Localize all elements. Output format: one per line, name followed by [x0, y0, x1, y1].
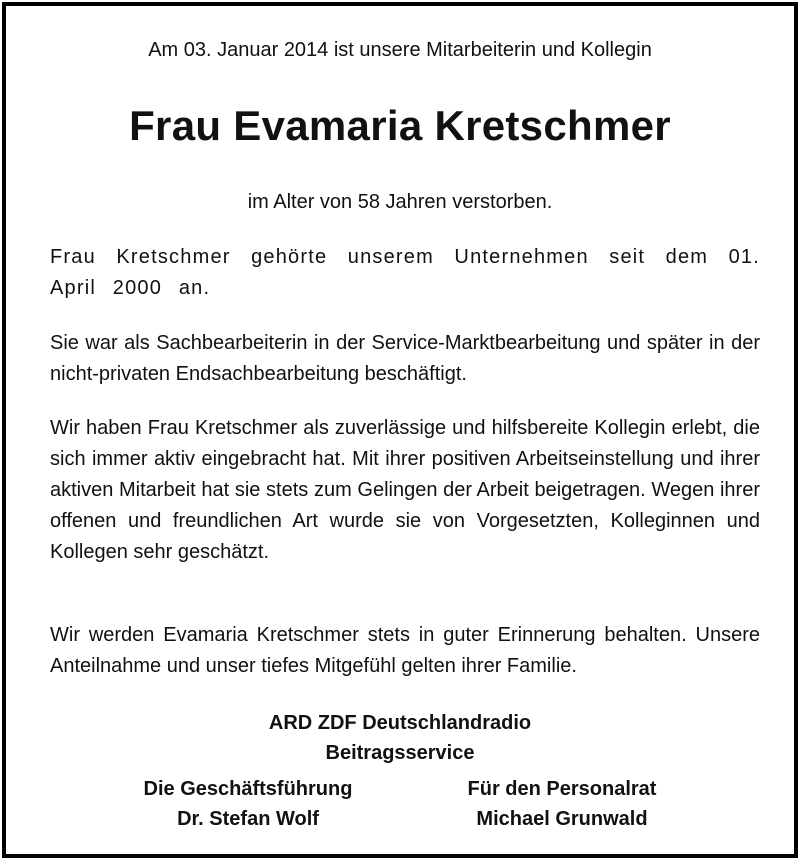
- obituary-notice: [2, 2, 798, 858]
- paragraph-employment: Frau Kretschmer gehörte unserem Unternehmen seit dem 01. April 2000 an.: [50, 246, 760, 299]
- paragraph-position: Sie war als Sachbearbeiterin in der Service-Marktbearbeitung und später in der nicht-privaten Endsachbearbeitung beschäftigt.: [50, 332, 760, 385]
- organization-block: [6, 708, 794, 768]
- signature-management: [98, 774, 398, 834]
- deceased-name: Frau Evamaria Kretschmer: [129, 102, 671, 149]
- paragraph-condolence: Wir werden Evamaria Kretschmer stets in guter Erinnerung behalten. Unsere Anteilnahme und unser tiefes Mitgefühl gelten ihrer Familie.: [50, 624, 760, 677]
- signature-role: Die Geschäftsführung: [143, 778, 353, 800]
- organization-name: ARD ZDF Deutschlandradio: [268, 712, 532, 734]
- organization-subname: Beitragsservice: [325, 742, 475, 764]
- age-line: im Alter von 58 Jahren verstorben.: [247, 191, 553, 213]
- signature-staff-council: [412, 774, 712, 834]
- signature-role: Für den Personalrat: [467, 778, 657, 800]
- signature-person: Michael Grunwald: [476, 808, 648, 830]
- intro-line: Am 03. Januar 2014 ist unsere Mitarbeiterin und Kollegin: [148, 39, 652, 61]
- signature-person: Dr. Stefan Wolf: [177, 808, 319, 830]
- paragraph-appreciation: Wir haben Frau Kretschmer als zuverlässige und hilfsbereite Kollegin erlebt, die sich immer aktiv eingebracht hat. Mit ihrer positiven Arbeitseinstellung und ihrer aktiven Mitarbeit hat sie stets zum Gelingen der Arbeit beigetragen. Wegen ihrer offenen und freundlichen Art wurde sie von Vorgesetzten, Kolleginnen und Kollegen sehr geschätzt.: [50, 417, 760, 563]
